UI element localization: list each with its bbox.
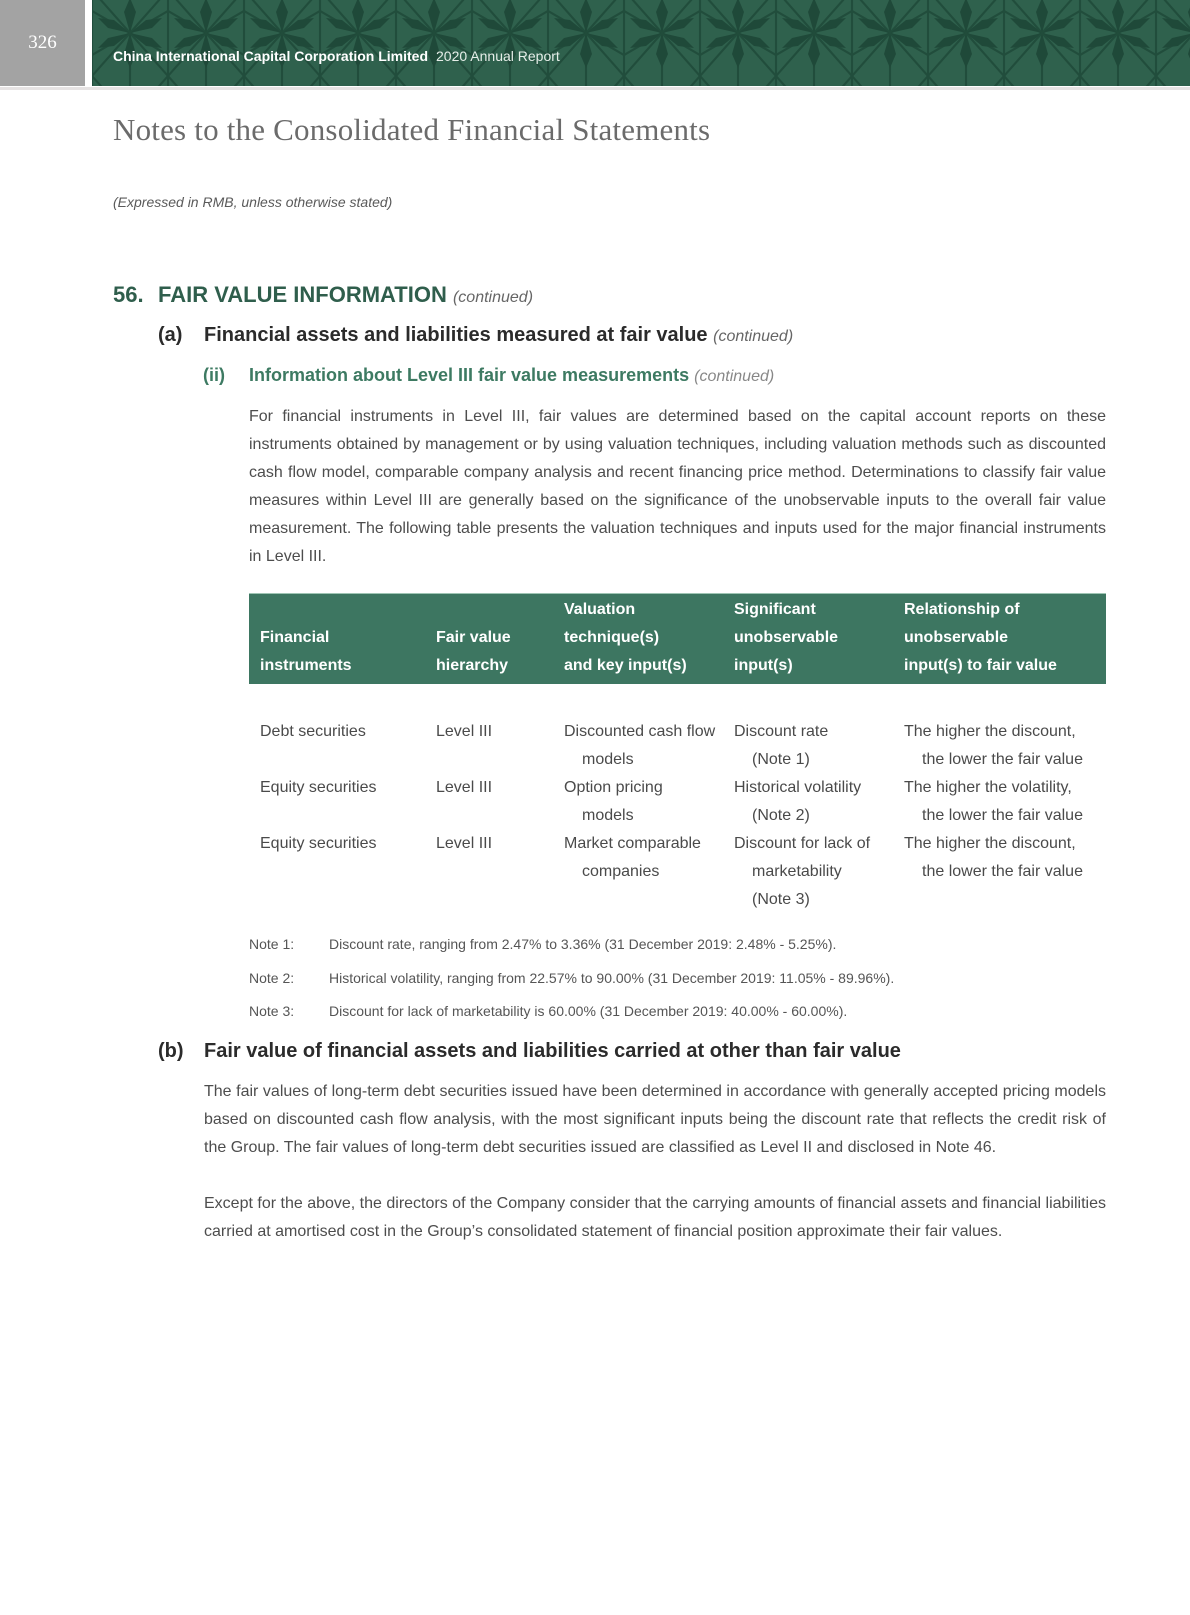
subsection-a-title: Financial assets and liabilities measured at fair value [204,324,708,346]
page-number-box [0,0,85,86]
subsection-ii-label: (ii) [203,365,225,385]
header-divider [0,87,1190,90]
continued-label: (continued) [452,289,534,306]
header-banner [92,0,1190,86]
subsection-a-label: (a) [158,324,183,346]
page-header [0,0,1190,88]
page-title: Notes to the Consolidated Financial Statements [113,112,711,147]
table-row: Equity securities Level III Market comparable companies Discount for lack of marketability (Note 3) The higher the discount, the lower the fair value [260,835,1083,908]
column-header-unobservable-input: Significant unobservable input(s) [734,601,839,674]
header-title [113,48,560,64]
column-header-relationship: Relationship of unobservable input(s) to fair value [904,601,1057,674]
continued-label: (continued) [713,328,794,345]
column-header-technique: Valuation technique(s) and key input(s) [564,601,687,674]
section-title: FAIR VALUE INFORMATION [158,282,447,307]
subsection-a-heading [158,324,793,347]
company-name: China International Capital Corporation Limited [113,48,429,64]
column-header-hierarchy: Fair value hierarchy [436,629,511,674]
subsection-b-paragraph-2: Except for the above, the directors of the Company consider that the carrying amounts of financial assets and financial liabilities carried at amortised cost in the Group’s consolidated statement of financial position approximate their fair values. [204,1195,1106,1240]
level3-intro-paragraph: For financial instruments in Level III, fair values are determined based on the capital account reports on these instruments obtained by management or by using valuation techniques, including valuation methods such as discounted cash flow model, comparable company analysis and recent financing price method. Determinations to classify fair value measures within Level III are generally based on the significance of the unobservable inputs to the overall fair value measurement. The following table presents the valuation techniques and inputs used for the major financial instruments in Level III. [249,408,1106,565]
subsection-b-heading [158,1040,901,1063]
table-row: Equity securities Level III Option pricing models Historical volatility (Note 2) The higher the volatility, the lower the fair value [260,779,1083,824]
table-row: Debt securities Level III Discounted cash flow models Discount rate (Note 1) The higher the discount, the lower the fair value [260,723,1083,768]
subsection-ii-title: Information about Level III fair value measurements [249,365,690,385]
section-number: 56. [113,282,144,307]
currency-note: (Expressed in RMB, unless otherwise stated) [113,194,393,210]
column-header-instruments: Financial instruments [260,629,352,674]
report-name: 2020 Annual Report [436,48,560,64]
section-heading [113,282,533,308]
asanoha-pattern-icon [92,0,1190,86]
valuation-table [249,593,1106,914]
continued-label: (continued) [694,368,775,385]
subsection-b-paragraph-1: The fair values of long-term debt securities issued have been determined in accordance with generally accepted pricing models based on discounted cash flow analysis, with the most significant inputs being the discount rate that reflects the credit risk of the Group. The fair values of long-term debt securities issued are classified as Level II and disclosed in Note 46. [204,1083,1106,1156]
page-number: 326 [28,32,57,53]
subsection-b-title: Fair value of financial assets and liabilities carried at other than fair value [204,1040,901,1062]
table-header [249,593,1106,684]
subsection-b-label: (b) [158,1040,184,1062]
subsection-ii-heading [203,365,774,386]
